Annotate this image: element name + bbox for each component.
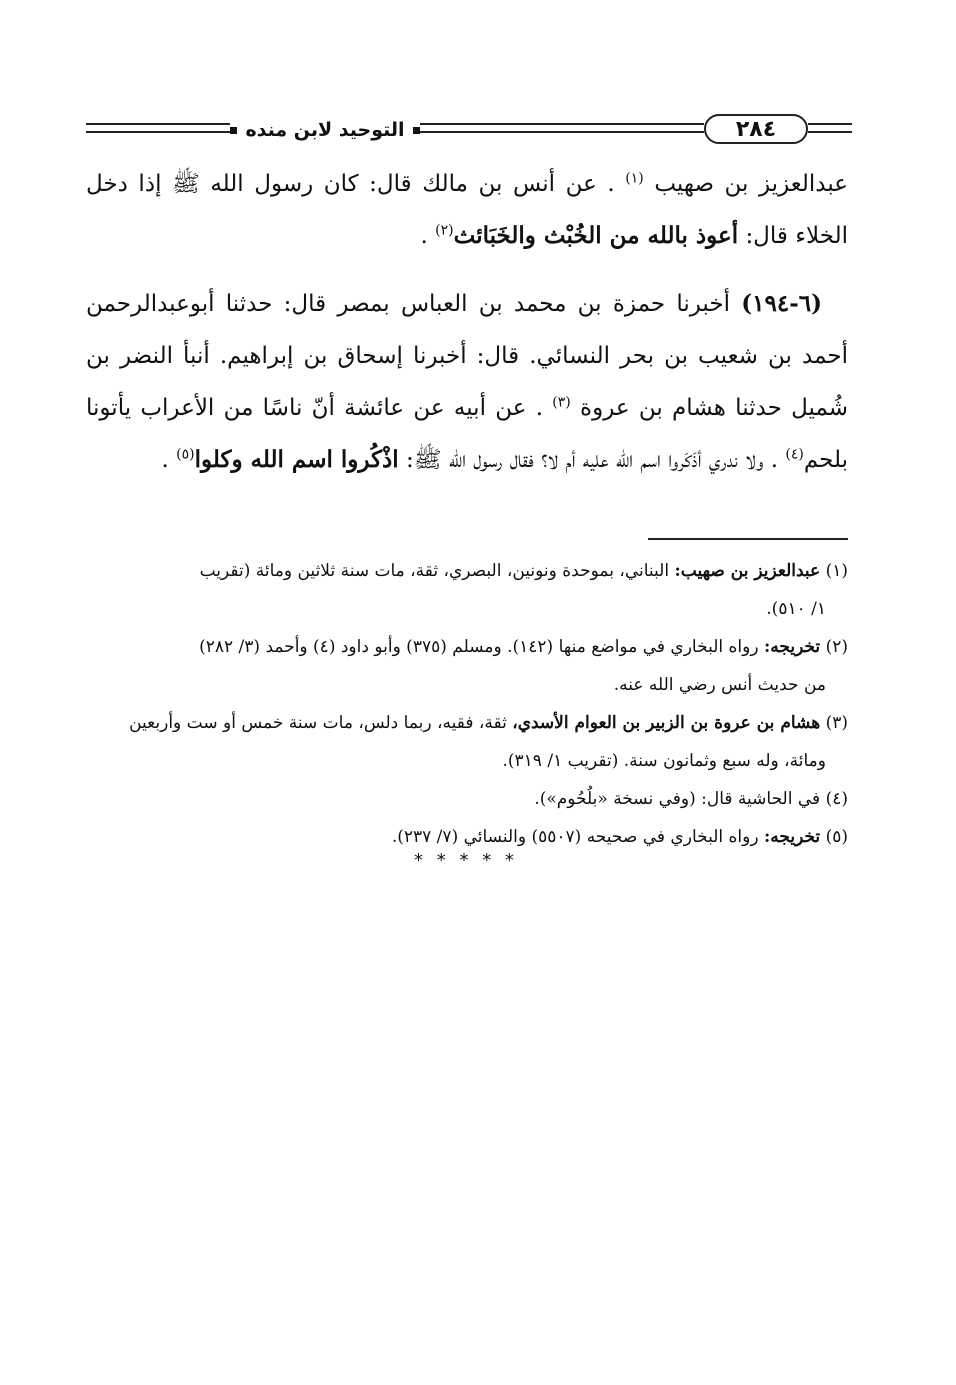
footnote-3 bbox=[86, 704, 848, 742]
header-rule-right-1 bbox=[808, 123, 852, 125]
para2-end: . bbox=[161, 447, 169, 473]
para1-bold-quote: أعوذ بالله من الخُبْث والخَبَائث bbox=[453, 222, 739, 249]
para1-end: . bbox=[420, 223, 428, 249]
footnote-ref-4: (٤) bbox=[785, 446, 804, 463]
paragraph-2 bbox=[86, 278, 848, 486]
paragraph-1 bbox=[86, 158, 848, 262]
footnote-3-continuation: ومائة، وله سبع وثمانون سنة. (تقريب ١/ ٣١٩). bbox=[502, 751, 826, 771]
running-title: التوحيد لابن منده bbox=[245, 119, 405, 141]
footnote-1-continuation: ١/ ٥١٠). bbox=[766, 599, 826, 619]
footnote-3-bold: هشام بن عروة بن الزبير بن العوام الأسدي، bbox=[512, 713, 821, 733]
footnote-2 bbox=[86, 628, 848, 666]
footnote-separator bbox=[648, 538, 848, 540]
header-rule-middle-2 bbox=[420, 131, 704, 133]
square-bullet-icon bbox=[413, 127, 420, 134]
footnote-ref-5: (٥) bbox=[176, 446, 195, 463]
footnote-4-number: (٤) bbox=[825, 789, 848, 809]
header-rule-right-2 bbox=[808, 131, 852, 133]
footnote-1 bbox=[86, 552, 848, 590]
footnote-5-number: (٥) bbox=[825, 827, 848, 847]
footnote-1-bold: عبدالعزيز بن صهيب: bbox=[674, 561, 821, 581]
para2-text-2: . عن أبيه عن عائشة أنّ ناسًا من الأعراب يأتونا بلحم bbox=[86, 395, 848, 473]
running-title-group bbox=[230, 115, 420, 145]
footnote-5-text: رواه البخاري في صحيحه (٥٥٠٧) والنسائي (٧/ ٢٣٧). bbox=[391, 827, 759, 847]
footnote-1-number: (١) bbox=[825, 561, 848, 581]
para2-bold-quote: اذْكُروا اسم الله وكلوا bbox=[194, 446, 399, 473]
footnote-4 bbox=[86, 780, 848, 818]
header-rule-middle-1 bbox=[420, 123, 704, 125]
para2-text-1: أخبرنا حمزة بن محمد بن العباس بمصر قال: حدثنا أبوعبدالرحمن أحمد بن شعيب بن بحر النسائي. قال: أخبرنا إسحاق بن إبراهيم. أنبأ النضر بن شُميل حدثنا هشام بن عروة bbox=[86, 291, 849, 421]
para1-text: عبدالعزيز بن صهيب bbox=[654, 171, 849, 197]
main-text bbox=[86, 158, 848, 486]
footnotes bbox=[86, 552, 848, 856]
footnote-2-text: رواه البخاري في مواضع منها (١٤٢). ومسلم (٣٧٥) وأبو داود (٤) وأحمد (٣/ ٢٨٢) bbox=[199, 637, 759, 657]
footnote-ref-2: (٢) bbox=[435, 222, 454, 239]
footnote-ref-3: (٣) bbox=[552, 394, 571, 411]
para2-text-3: . ولا ندري أذَكَروا اسم الله عليه أم لا؟ فقال رسول الله ﷺ: bbox=[405, 447, 779, 473]
footnote-3-text: ثقة، فقيه، ربما دلس، مات سنة خمس أو ست وأربعين bbox=[129, 713, 507, 733]
square-bullet-icon bbox=[230, 127, 237, 134]
footnote-5-bold: تخريجه: bbox=[763, 827, 821, 847]
para1-text-cont: . عن أنس بن مالك قال: كان رسول الله ﷺ إذا دخل الخلاء قال: bbox=[86, 171, 848, 249]
end-of-section-stars: * * * * * bbox=[414, 850, 518, 871]
footnote-ref-1: (١) bbox=[625, 170, 644, 187]
page-number: ٢٨٤ bbox=[704, 114, 808, 144]
hadith-number: (٦-١٩٤) bbox=[741, 290, 823, 317]
header-rule-left-2 bbox=[86, 131, 230, 133]
footnote-2-continuation: من حديث أنس رضي الله عنه. bbox=[613, 675, 826, 695]
footnote-2-bold: تخريجه: bbox=[763, 637, 821, 657]
footnote-3-number: (٣) bbox=[825, 713, 848, 733]
footnote-1-text: البناني، بموحدة ونونين، البصري، ثقة، مات سنة ثلاثين ومائة (تقريب bbox=[199, 561, 670, 581]
header-rule-left-1 bbox=[86, 123, 230, 125]
footnote-4-text: في الحاشية قال: (وفي نسخة «بلُحُوم»). bbox=[534, 789, 821, 809]
footnote-2-number: (٢) bbox=[825, 637, 848, 657]
running-header bbox=[86, 108, 852, 152]
